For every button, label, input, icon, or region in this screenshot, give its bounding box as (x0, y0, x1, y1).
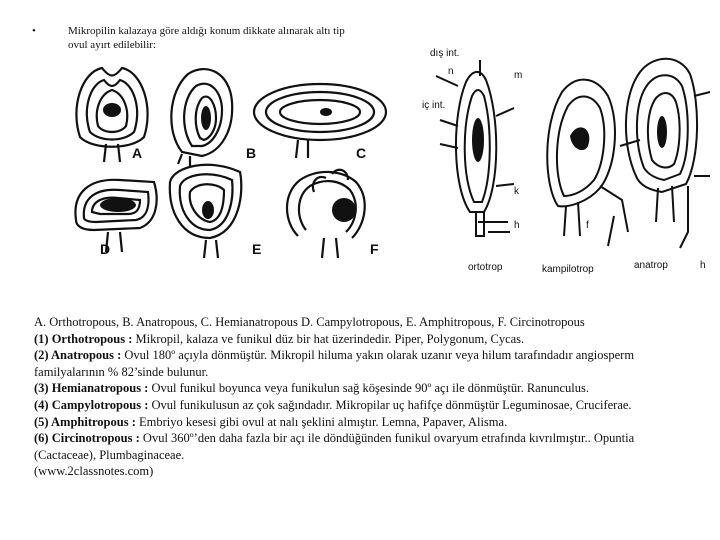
ovule-comparison-drawing (418, 36, 718, 296)
note-line-6: (5) Amphitropous : Embriyo kesesi gibi ovul at nalı şeklini almıştır. Lemna, Papaver, Alisma. (34, 414, 508, 429)
label-dis-int: dış int. (430, 48, 460, 59)
label-b: B (246, 145, 257, 161)
label-c: C (356, 145, 367, 161)
ovule-types-notes (34, 314, 718, 480)
ovule-d-drawing (75, 180, 156, 252)
note-line-4: (3) Hemianatropous : Ovul funikul boyunca veya funikulun sağ köşesinde 90º açı ile dönmüştür. Ranunculus. (34, 381, 589, 396)
note-line-9: (www.2classnotes.com) (34, 464, 154, 479)
bullet-marker: • (32, 25, 36, 37)
note-line-3: familyalarının % 82’sinde bulunur. (34, 364, 209, 379)
note-line-1: (1) Orthotropous : Mikropil, kalaza ve funikul düz bir hat üzerindedir. Piper, Polygonum, Cycas. (34, 331, 525, 346)
ovule-types-drawing (70, 62, 390, 272)
kampilotrop-drawing (547, 80, 640, 246)
note-line-7: (6) Circinotropous : Ovul 360º’den daha fazla bir açı ile döndüğünden funikul ovaryum etrafında kıvrılmıştır.. Opuntia (34, 431, 635, 446)
label-anatrop: anatrop (634, 260, 668, 271)
intro-text (68, 24, 388, 52)
figure-caption: A. Orthotropous, B. Anatropous, C. Hemianatropous D. Campylotropous, E. Amphitropous, F. Circinotropous (34, 315, 585, 329)
label-d: D (100, 241, 111, 257)
label-m: m (514, 70, 523, 81)
label-n: n (448, 66, 454, 77)
label-f: F (370, 241, 379, 257)
label-ortotrop: ortotrop (468, 262, 503, 273)
label-f: f (586, 220, 589, 231)
label-e: E (252, 241, 262, 257)
note-line-5: (4) Campylotropous : Ovul funikulusun az çok sağındadır. Mikropilar uç hafifçe dönmüştür Leguminosae, Cruciferae. (34, 397, 632, 412)
label-h-anatrop: h (700, 260, 706, 271)
anatrop-drawing (626, 59, 710, 248)
label-ic-int: iç int. (422, 100, 446, 111)
label-k: k (514, 186, 519, 197)
intro-line-2: ovul ayırt edilebilir: (68, 39, 156, 51)
ovule-types-figure (70, 62, 390, 272)
note-line-2: (2) Anatropous : Ovul 180º açıyla dönmüştür. Mikropil hiluma yakın olarak uzanır veya hilum tarafındadır angiosperm (34, 348, 635, 363)
label-h: h (514, 220, 520, 231)
label-a: A (132, 145, 143, 161)
label-kampilotrop: kampilotrop (542, 264, 594, 275)
ovule-c-drawing (254, 84, 386, 158)
note-line-8: (Cactaceae), Plumbaginaceae. (34, 447, 185, 462)
ovule-comparison-figure (418, 36, 718, 296)
intro-line-1: Mikropilin kalazaya göre aldığı konum dikkate alınarak altı tip (68, 25, 345, 37)
